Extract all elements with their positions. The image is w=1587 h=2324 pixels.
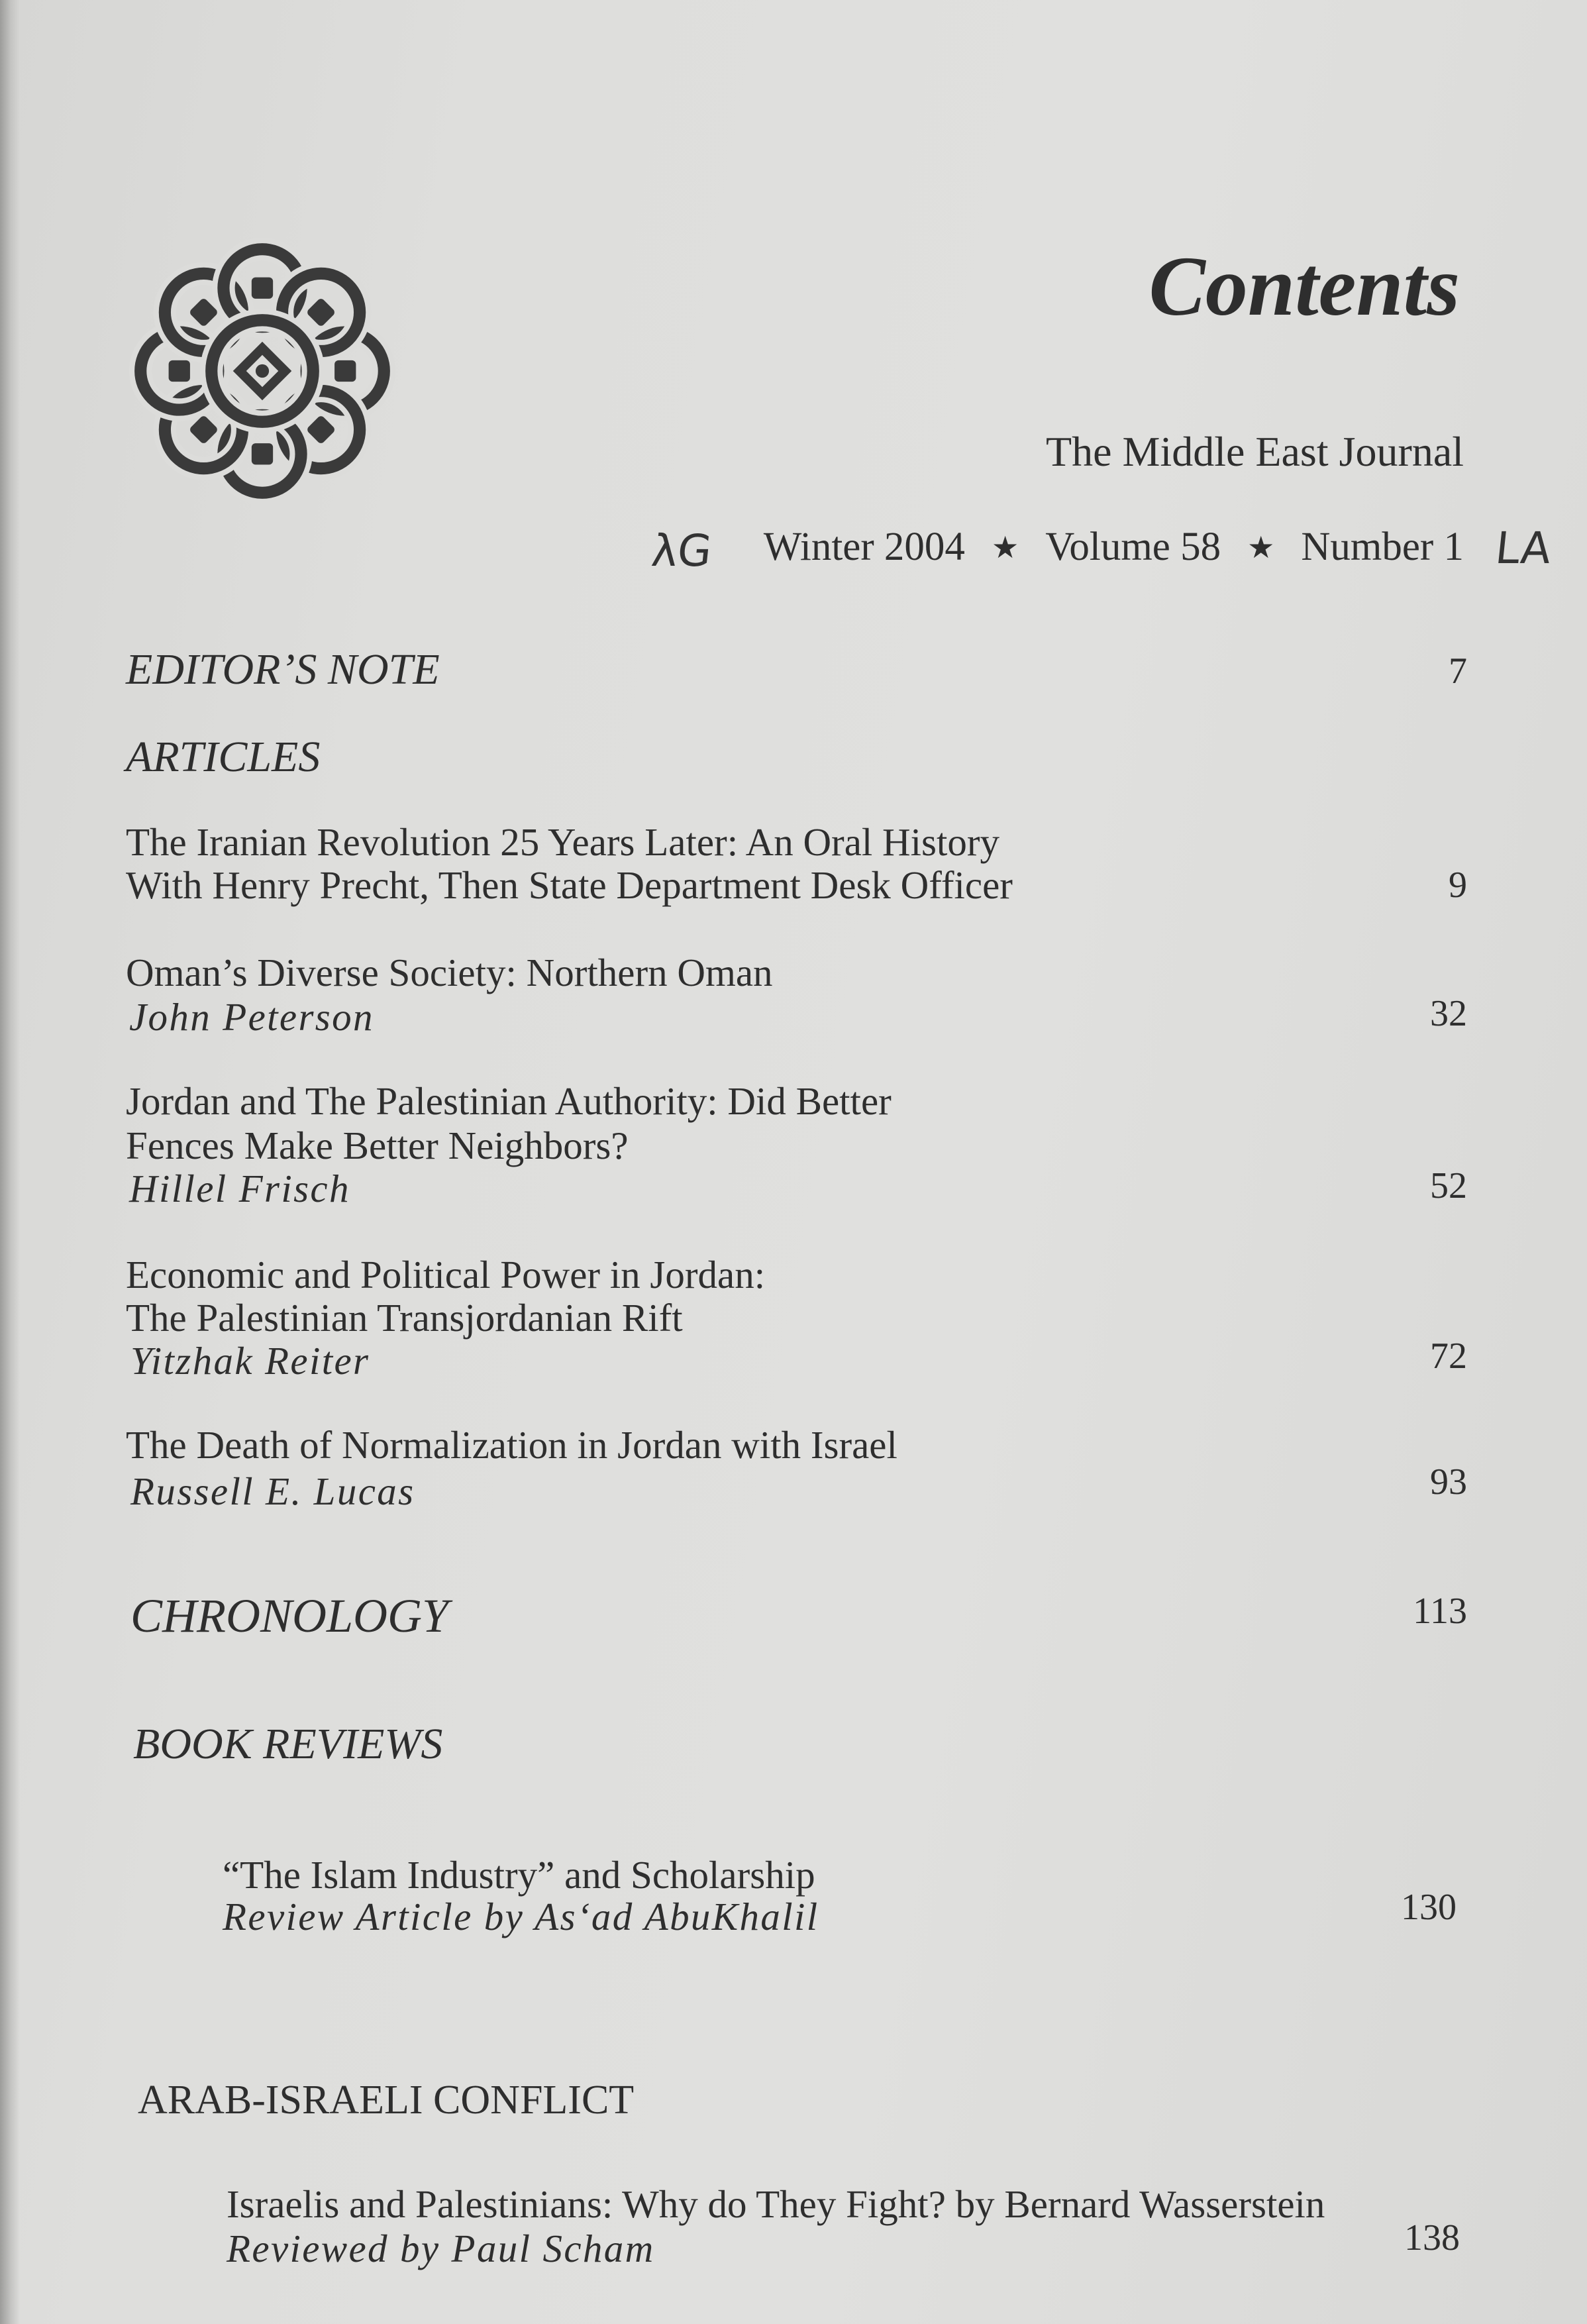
journal-logo [126, 237, 399, 505]
issue-number: Number 1 [1301, 525, 1464, 569]
toc-page-number: 52 [1430, 1165, 1467, 1206]
article-author: Russell E. Lucas [130, 1469, 415, 1513]
toc-page-number: 7 [1449, 651, 1467, 692]
article-author: Hillel Frisch [129, 1167, 350, 1210]
issue-line [764, 524, 1464, 570]
review-article-byline: Review Article by As‘ad AbuKhalil [223, 1895, 819, 1938]
article-title-line: The Death of Normalization in Jordan with Israel [126, 1423, 897, 1467]
issue-volume: Volume 58 [1045, 525, 1221, 569]
journal-name: The Middle East Journal [1046, 428, 1464, 475]
article-title-line: Economic and Political Power in Jordan: [126, 1253, 766, 1296]
article-title-line: Fences Make Better Neighbors? [126, 1124, 629, 1167]
star-separator-icon: ★ [1247, 529, 1275, 565]
toc-page-number: 130 [1401, 1887, 1457, 1928]
article-title-line: The Palestinian Transjordanian Rift [126, 1296, 683, 1340]
toc-page-number: 32 [1430, 993, 1467, 1034]
logo-center [240, 348, 285, 394]
page-edge [0, 0, 20, 2324]
book-review-title: Israelis and Palestinians: Why do They Fight? by Bernard Wasserstein [227, 2182, 1325, 2226]
article-title-line: With Henry Precht, Then State Department Desk Officer [126, 863, 1013, 907]
article-title-line: The Iranian Revolution 25 Years Later: An Oral History [126, 820, 1000, 864]
toc-section-chronology: CHRONOLOGY [130, 1589, 449, 1642]
issue-season: Winter 2004 [763, 525, 965, 569]
book-review-byline: Reviewed by Paul Scham [227, 2227, 655, 2270]
article-title-line: Jordan and The Palestinian Authority: Did Better [126, 1079, 892, 1123]
toc-section-book-reviews: BOOK REVIEWS [133, 1720, 443, 1768]
handwritten-mark-right: LA [1493, 523, 1554, 574]
star-separator-icon: ★ [991, 529, 1019, 565]
article-author: Yitzhak Reiter [130, 1339, 370, 1383]
review-article-title: “The Islam Industry” and Scholarship [223, 1853, 815, 1897]
page-title: Contents [1149, 239, 1460, 333]
toc-page-number: 9 [1449, 865, 1467, 906]
article-title-line: Oman’s Diverse Society: Northern Oman [126, 951, 773, 994]
toc-page-number: 113 [1413, 1591, 1467, 1632]
toc-page-number: 72 [1430, 1336, 1467, 1377]
toc-section-editors-note: EDITOR’S NOTE [126, 645, 440, 694]
toc-section-articles: ARTICLES [126, 733, 321, 781]
toc-page-number: 93 [1430, 1461, 1467, 1503]
handwritten-mark-left: λG [649, 525, 715, 576]
toc-page-number: 138 [1404, 2217, 1460, 2258]
article-author: John Peterson [129, 995, 374, 1039]
toc-subsection-arab-israeli-conflict: ARAB-ISRAELI CONFLICT [138, 2078, 635, 2123]
